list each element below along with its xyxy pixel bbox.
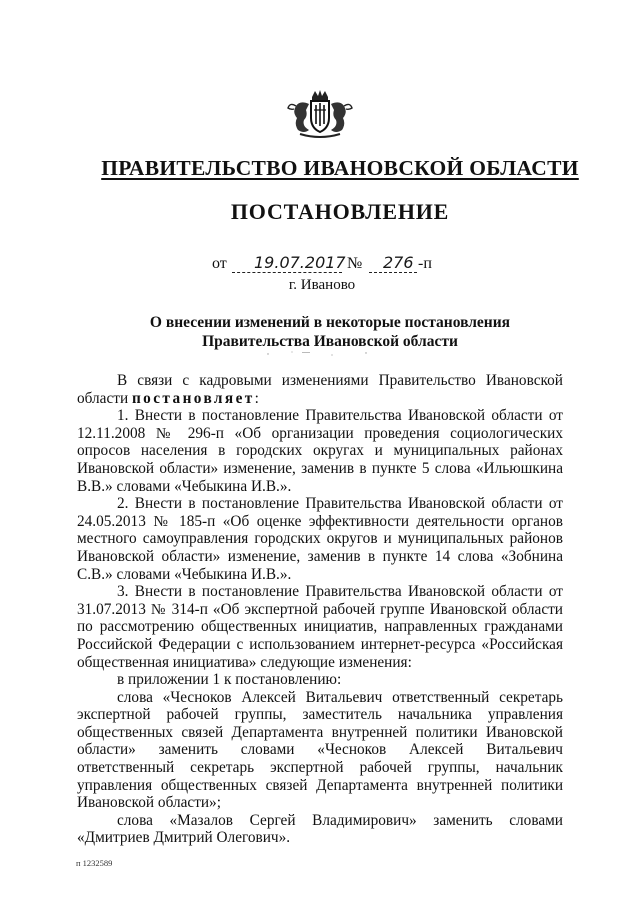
- item-2: 2. Внести в постановление Правительства Ивановской области от 24.05.2013 № 185-п «Об оценке эффективности деятельности органов местного самоуправления городских округов и муниципальных районов Ивановской области» изменение, заменив в пункте 14 слова «Зобнина С.В.» словами «Чебыкина И.В.».: [77, 495, 563, 583]
- annex-line: в приложении 1 к постановлению:: [117, 671, 342, 689]
- decree-number: 276: [383, 253, 414, 272]
- footer-code: п 1232589: [76, 858, 113, 868]
- intro-paragraph: [77, 372, 563, 407]
- decree-word: постановляет: [131, 389, 255, 407]
- item-1: 1. Внести в постановление Правительства Ивановской области от 12.11.2008 № 296-п «Об организации проведения социологических опросов населения в городских округах и муниципальных районах Ивановской области» изменение, заменив в пункте 5 слова «Ильюшкина В.В.» словами «Чебыкина И.В.».: [77, 407, 563, 495]
- date-number-line: [0, 253, 640, 275]
- city-line: [0, 277, 640, 294]
- scan-specks: [262, 349, 382, 357]
- date-underline: [232, 271, 342, 273]
- item-3: 3. Внести в постановление Правительства Ивановской области от 31.07.2013 № 314-п «Об экспертной рабочей группе Ивановской области по рассмотрению общественных инициатив, направленных гражданами Российской Федерации с использованием интернет-ресурса «Российская общественная инициатива» следующие изменения:: [77, 583, 563, 671]
- subject-line-2: Правительства Ивановской области: [202, 333, 458, 350]
- intro-text: В связи с кадровыми изменениями Правительство Ивановской области: [77, 372, 563, 407]
- decree-subject: [80, 313, 580, 351]
- number-sign: №: [347, 255, 363, 272]
- coat-of-arms-icon: [282, 88, 358, 140]
- date-prefix: от: [212, 255, 227, 272]
- number-underline: [369, 271, 417, 273]
- intro-colon: :: [254, 389, 259, 407]
- document-type: ПОСТАНОВЛЕНИЕ: [230, 199, 450, 224]
- number-suffix: -п: [418, 255, 432, 272]
- decree-date: 19.07.2017: [254, 253, 346, 272]
- change-2: слова «Мазалов Сергей Владимирович» заменить словами «Дмитриев Дмитрий Олегович».: [77, 811, 563, 847]
- change-1: слова «Чесноков Алексей Витальевич ответственный секретарь экспертной рабочей группы, заместитель начальника управления общественных связей Департамента внутренней политики Ивановской области» заменить словами «Чесноков Алексей Витальевич ответственный секретарь экспертной рабочей группы, начальник управления общественных связей Департамента внутренней политики Ивановской области»;: [77, 688, 563, 812]
- subject-line-1: О внесении изменений в некоторые постановления: [149, 314, 511, 331]
- decree-body: [77, 372, 563, 847]
- city-name: г. Иваново: [288, 277, 356, 293]
- government-title: ПРАВИТЕЛЬСТВО ИВАНОВСКОЙ ОБЛАСТИ: [101, 156, 579, 180]
